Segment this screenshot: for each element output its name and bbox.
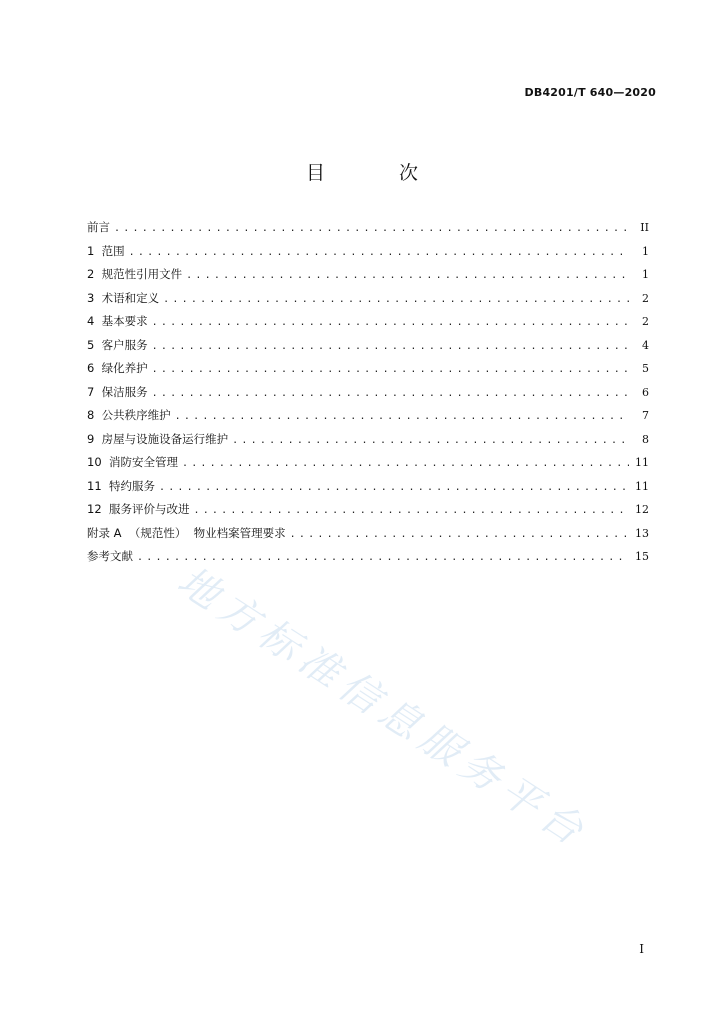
toc-leader-dots xyxy=(290,529,629,540)
toc-leader-dots xyxy=(159,482,629,493)
toc-leader-dots xyxy=(152,341,629,352)
toc-entry-page: 11 xyxy=(635,456,649,469)
toc-entry-label: 2 规范性引用文件 xyxy=(87,267,183,281)
toc-entry-label: 8 公共秩序维护 xyxy=(87,408,171,422)
toc-entry-public-order[interactable] xyxy=(87,407,649,431)
toc-entry-page: 11 xyxy=(635,479,649,493)
toc-entry-page: 2 xyxy=(642,315,649,328)
toc-leader-dots xyxy=(152,364,629,375)
toc-entry-label: 7 保洁服务 xyxy=(87,384,148,399)
toc-entry-appendix-a[interactable] xyxy=(87,525,649,549)
toc-entry-special-services[interactable] xyxy=(87,478,649,502)
toc-entry-page: II xyxy=(640,221,649,234)
toc-entry-label: 前言 xyxy=(87,220,110,234)
table-of-contents xyxy=(87,219,649,572)
toc-leader-dots xyxy=(186,270,629,281)
toc-entry-label: 10 消防安全管理 xyxy=(87,455,178,469)
document-code: DB4201/T 640—2020 xyxy=(524,86,656,99)
toc-entry-label: 11 特约服务 xyxy=(87,478,155,493)
toc-entry-scope[interactable] xyxy=(87,243,649,267)
toc-leader-dots xyxy=(114,223,629,234)
toc-leader-dots xyxy=(182,458,629,469)
toc-entry-fire-safety[interactable] xyxy=(87,454,649,478)
toc-entry-page: 4 xyxy=(642,338,649,352)
toc-entry-page: 13 xyxy=(635,526,649,540)
toc-entry-page: 5 xyxy=(642,362,649,375)
toc-title: 目 次 xyxy=(305,162,453,184)
toc-entry-facilities[interactable] xyxy=(87,431,649,455)
toc-leader-dots xyxy=(129,247,629,258)
toc-leader-dots xyxy=(193,505,629,516)
toc-entry-basic-requirements[interactable] xyxy=(87,313,649,337)
toc-leader-dots xyxy=(152,317,629,328)
toc-entry-page: 1 xyxy=(642,244,649,258)
toc-entry-bibliography[interactable] xyxy=(87,548,649,572)
toc-leader-dots xyxy=(232,435,629,446)
toc-entry-page: 15 xyxy=(635,550,649,563)
toc-entry-greening[interactable] xyxy=(87,360,649,384)
toc-entry-page: 12 xyxy=(635,503,649,516)
toc-entry-label: 3 术语和定义 xyxy=(87,290,160,305)
toc-entry-label: 9 房屋与设施设备运行维护 xyxy=(87,431,229,446)
toc-entry-foreword[interactable] xyxy=(87,219,649,243)
toc-leader-dots xyxy=(163,294,629,305)
toc-entry-label: 参考文献 xyxy=(87,549,133,563)
toc-leader-dots xyxy=(152,388,629,399)
toc-entry-page: 2 xyxy=(642,291,649,305)
toc-entry-page: 1 xyxy=(642,268,649,281)
toc-entry-page: 8 xyxy=(642,432,649,446)
toc-entry-label: 附录 A （规范性） 物业档案管理要求 xyxy=(87,525,286,540)
toc-entry-customer-service[interactable] xyxy=(87,337,649,361)
watermark: 地方标准信息服务平台 xyxy=(169,557,597,858)
toc-entry-label: 4 基本要求 xyxy=(87,314,148,328)
toc-entry-label: 6 绿化养护 xyxy=(87,361,148,375)
toc-entry-page: 6 xyxy=(642,385,649,399)
toc-entry-label: 5 客户服务 xyxy=(87,337,148,352)
toc-leader-dots xyxy=(175,411,629,422)
page-number: I xyxy=(639,942,644,956)
toc-leader-dots xyxy=(137,552,629,563)
toc-entry-cleaning[interactable] xyxy=(87,384,649,408)
toc-entry-page: 7 xyxy=(642,409,649,422)
toc-entry-normative-references[interactable] xyxy=(87,266,649,290)
toc-entry-label: 1 范围 xyxy=(87,243,125,258)
toc-entry-evaluation[interactable] xyxy=(87,501,649,525)
toc-entry-label: 12 服务评价与改进 xyxy=(87,502,190,516)
toc-entry-terms[interactable] xyxy=(87,290,649,314)
